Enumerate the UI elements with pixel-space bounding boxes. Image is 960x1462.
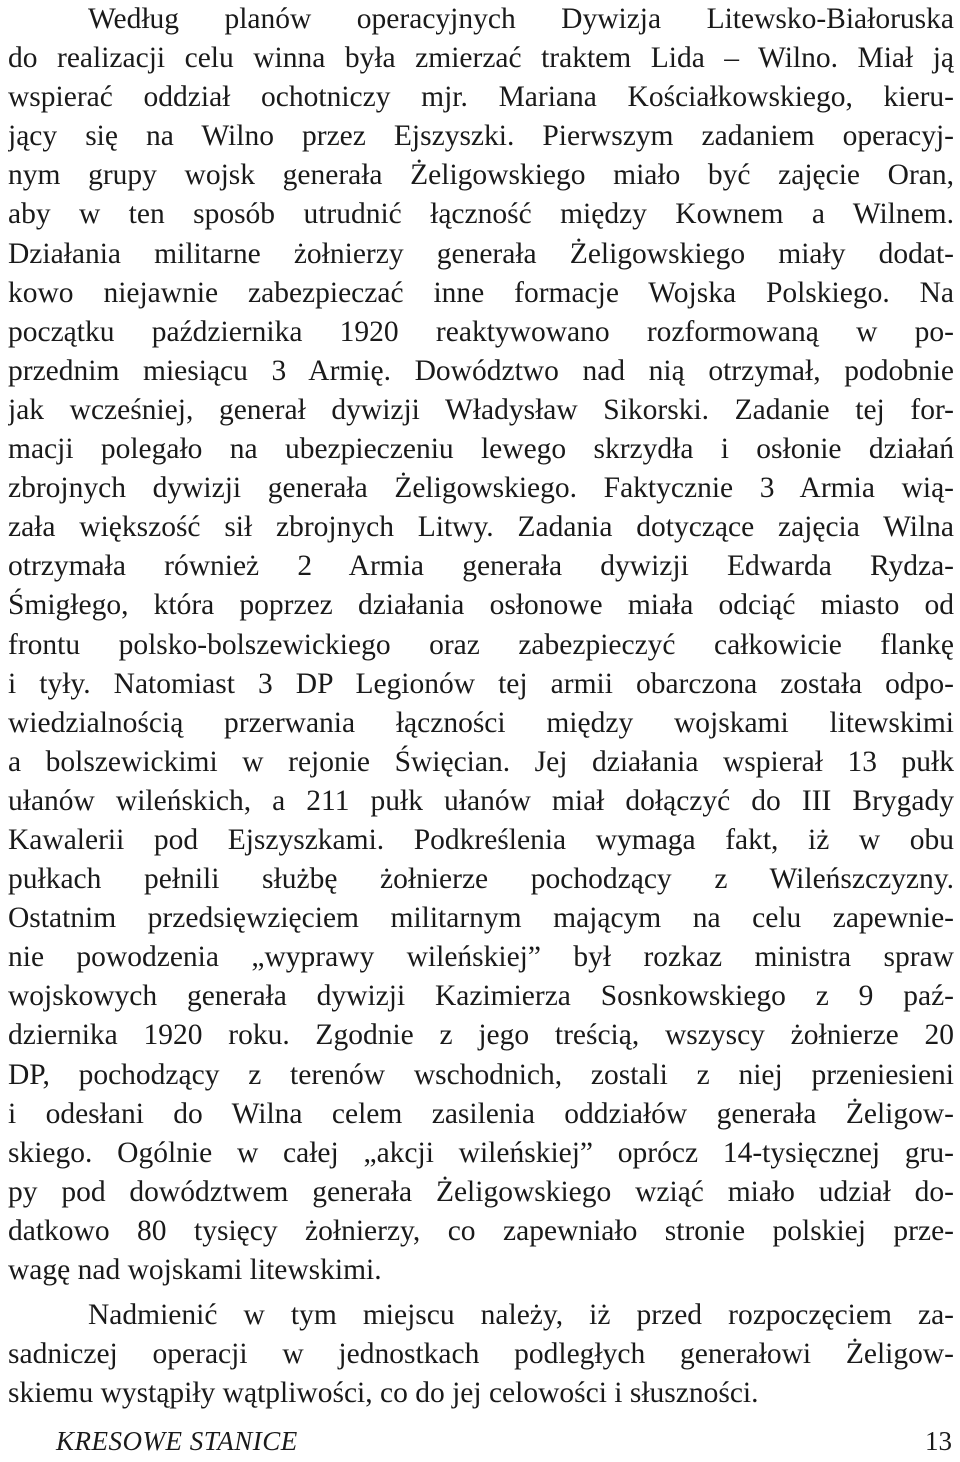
text-line: a bolszewickimi w rejonie Święcian. Jej działania wspierał 13 pułk [8, 745, 954, 778]
text-line: wspierać oddział ochotniczy mjr. Mariana Kościałkowskiego, kieru- [8, 81, 954, 114]
text-line: wojskowych generała dywizji Kazimierza Sosnkowskiego z 9 paź- [8, 980, 954, 1013]
page-number: 13 [925, 1425, 952, 1456]
text-line: ułanów wileńskich, a 211 pułk ułanów miał dołączyć do III Brygady [8, 784, 954, 817]
text-line: początku października 1920 reaktywowano rozformowaną w po- [8, 315, 954, 348]
text-line: nym grupy wojsk generała Żeligowskiego miało być zajęcie Oran, [8, 159, 954, 192]
text-line: DP, pochodzący z terenów wschodnich, zostali z niej przeniesieni [8, 1058, 954, 1091]
text-line: datkowo 80 tysięcy żołnierzy, co zapewniało stronie polskiej prze- [8, 1214, 954, 1247]
text-line: sadniczej operacji w jednostkach podległych generałowi Żeligow- [8, 1338, 954, 1371]
text-line: Nadmienić w tym miejscu należy, iż przed rozpoczęciem za- [88, 1299, 954, 1332]
text-line: wiedzialnością przerwania łączności między wojskami litewskimi [8, 706, 954, 739]
text-line: przednim miesiącu 3 Armię. Dowództwo nad nią otrzymał, podobnie [8, 354, 954, 387]
text-line: otrzymała również 2 Armia generała dywizji Edwarda Rydza- [8, 550, 954, 583]
text-line: Według planów operacyjnych Dywizja Litewsko-Białoruska [88, 3, 954, 35]
text-line: Śmigłego, która poprzez działania osłonowe miała odciąć miasto od [8, 589, 954, 622]
text-line: i odesłani do Wilna celem zasilenia oddziałów generała Żeligow- [8, 1097, 954, 1130]
paragraph-1 [8, 0, 954, 1290]
text-line: Ostatnim przedsięwzięciem militarnym mającym na celu zapewnie- [8, 902, 954, 935]
text-line: jący się na Wilno przez Ejszyszki. Pierwszym zadaniem operacyj- [8, 120, 954, 153]
running-title: KRESOWE STANICE [56, 1425, 298, 1456]
text-line: dziernika 1920 roku. Zgodnie z jego treścią, wszyscy żołnierze 20 [8, 1019, 954, 1052]
text-line: do realizacji celu winna była zmierzać traktem Lida – Wilno. Miał ją [8, 42, 954, 75]
text-line: Działania militarne żołnierzy generała Żeligowskiego miały dodat- [8, 237, 954, 270]
text-line: jak wcześniej, generał dywizji Władysław Sikorski. Zadanie tej for- [8, 393, 954, 426]
text-line: zbrojnych dywizji generała Żeligowskiego. Faktycznie 3 Armia wią- [8, 472, 954, 505]
body-text [8, 0, 954, 1413]
text-line: pułkach pełnili służbę żołnierze pochodzący z Wileńszczyzny. [8, 863, 954, 896]
text-line: Kawalerii pod Ejszyszkami. Podkreślenia wymaga fakt, iż w obu [8, 823, 954, 856]
text-line: wagę nad wojskami litewskimi. [8, 1254, 382, 1286]
text-line: skiego. Ogólnie w całej „akcji wileńskiej” oprócz 14-tysięcznej gru- [8, 1136, 954, 1169]
text-line: zała większość sił zbrojnych Litwy. Zadania dotyczące zajęcia Wilna [8, 511, 954, 544]
text-line: i tyły. Natomiast 3 DP Legionów tej armii obarczona została odpo- [8, 667, 954, 700]
text-line: py pod dowództwem generała Żeligowskiego wziąć miało udział do- [8, 1175, 954, 1208]
page-footer [56, 1424, 952, 1458]
text-line: macji polegało na ubezpieczeniu lewego skrzydła i osłonie działań [8, 433, 954, 466]
text-line: skiemu wystąpiły wątpliwości, co do jej celowości i słuszności. [8, 1377, 759, 1410]
text-line: nie powodzenia „wyprawy wileńskiej” był rozkaz ministra spraw [8, 941, 954, 974]
paragraph-2 [8, 1296, 954, 1413]
text-line: aby w ten sposób utrudnić łączność między Kownem a Wilnem. [8, 198, 954, 231]
text-line: kowo niejawnie zabezpieczać inne formacje Wojska Polskiego. Na [8, 276, 954, 309]
text-line: frontu polsko-bolszewickiego oraz zabezpieczyć całkowicie flankę [8, 628, 954, 661]
